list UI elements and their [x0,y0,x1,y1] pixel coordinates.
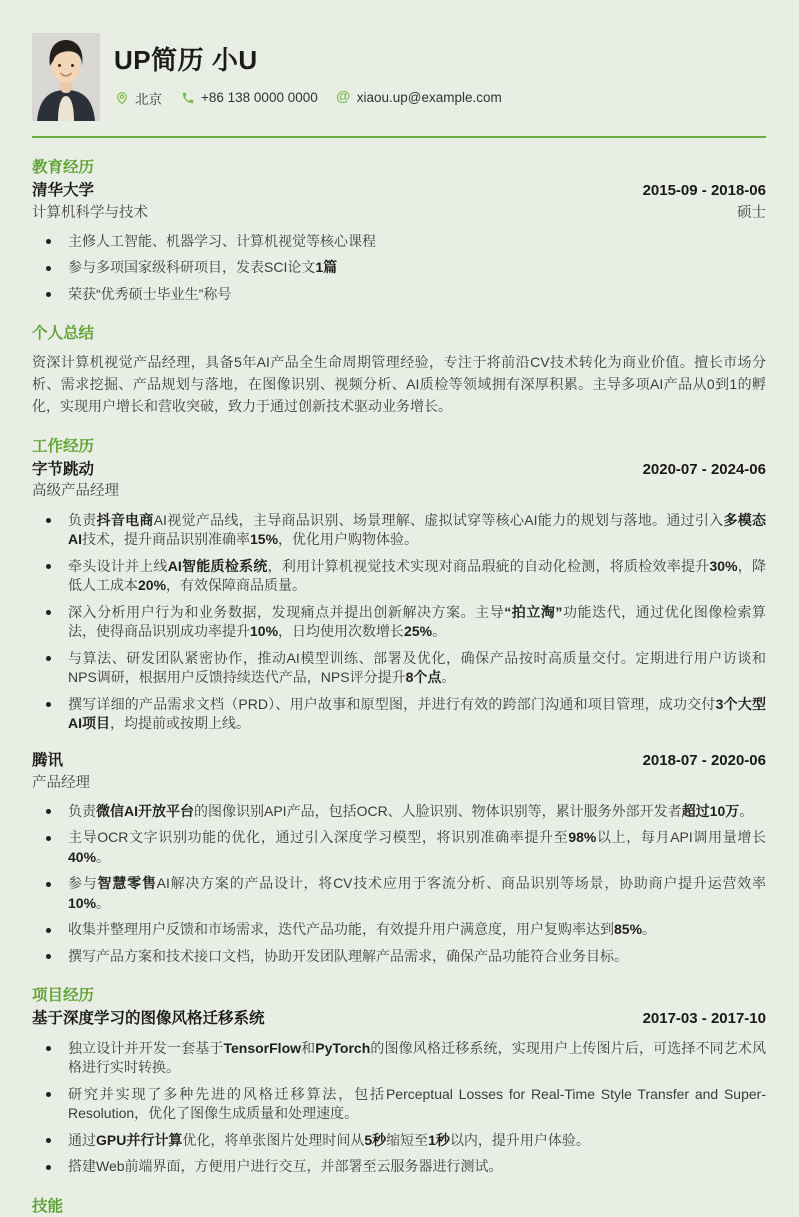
section-title: 技能 [32,1197,64,1215]
bullet-item: 荣获“优秀硕士毕业生”称号 [32,285,766,305]
section-title: 个人总结 [32,325,95,343]
entry-role: 产品经理 [32,774,90,791]
contact-label: +86 138 0000 0000 [201,90,318,106]
entry [32,181,766,305]
entry-subheader [32,203,766,223]
portrait-illustration [32,33,100,121]
bullet-item: 主修人工智能、机器学习、计算机视觉等核心课程 [32,232,766,252]
entry-header [32,460,766,481]
section-work [32,438,766,967]
bullet-item: 主导OCR文字识别功能的优化，通过引入深度学习模型，将识别准确率提升至98%以上，每月API调用量增长40%。 [32,828,766,867]
entry [32,751,766,967]
location-icon [114,90,129,105]
bullet-list [32,232,766,305]
contact-item [180,90,318,105]
entry-subheader [32,481,766,501]
entry-role: 计算机科学与技术 [32,204,148,221]
profile-photo [32,33,100,121]
entry-header [32,181,766,202]
candidate-name: UP简历 小U [114,45,258,75]
bullet-list [32,511,766,734]
sections-container [32,159,766,1217]
summary-paragraph: 资深计算机视觉产品经理，具备5年AI产品全生命周期管理经验，专注于将前沿CV技术转化为商业价值。擅长市场分析、需求挖掘、产品规划与落地，在图像识别、视频分析、AI质检等领域拥有深厚积累。主导多项AI产品从0到1的孵化，实现用户增长和营收突破，致力于通过创新技术驱动业务增长。 [32,353,766,414]
resume-header [32,33,766,121]
entry-org: 清华大学 [32,181,95,199]
bullet-item: 参与智慧零售AI解决方案的产品设计，将CV技术应用于客流分析、商品识别等场景，协助商户提升运营效率10%。 [32,874,766,913]
bullet-item: 收集并整理用户反馈和市场需求，迭代产品功能，有效提升用户满意度，用户复购率达到85%。 [32,920,766,940]
section-title: 工作经历 [32,437,95,455]
contact-item [114,88,162,108]
bullet-item: 与算法、研发团队紧密协作，推动AI模型训练、部署及优化，确保产品按时高质量交付。定期进行用户访谈和NPS调研，根据用户反馈持续迭代产品，NPS评分提升8个点。 [32,649,766,688]
section-title: 教育经历 [32,159,95,176]
bullet-item: 通过GPU并行计算优化，将单张图片处理时间从5秒缩短至1秒以内，提升用户体验。 [32,1131,766,1151]
entry-org: 字节跳动 [32,460,95,478]
bullet-item: 牵头设计并上线AI智能质检系统，利用计算机视觉技术实现对商品瑕疵的自动化检测，将质检效率提升30%，降低人工成本20%，有效保障商品质量。 [32,557,766,596]
bullet-item: 撰写详细的产品需求文档（PRD）、用户故事和原型图，并进行有效的跨部门沟通和项目管理，成功交付3个大型AI项目，均提前或按期上线。 [32,695,766,734]
section-title: 项目经历 [32,987,95,1005]
entry-header [32,1009,766,1030]
contact-label: 北京 [135,91,162,107]
section-skills [32,1198,766,1217]
section-summary [32,325,766,417]
entry-date: 2015-09 - 2018-06 [642,181,766,199]
section-projects [32,987,766,1177]
entries [32,181,766,305]
entry [32,1009,766,1177]
phone-icon [180,90,195,105]
section-education [32,159,766,304]
bullet-item: 负责微信AI开放平台的图像识别API产品，包括OCR、人脸识别、物体识别等，累计服务外部开发者超过10万。 [32,802,766,822]
entry-header [32,751,766,772]
contact-row [114,88,502,108]
contact-label: xiaou.up@example.com [356,90,502,106]
entry-date: 2018-07 - 2020-06 [642,751,766,769]
email-icon: @ [336,89,351,106]
bullet-item: 研究并实现了多种先进的风格迁移算法，包括Perceptual Losses for Real-Time Style Transfer and Super-Resolution，优化了图像生成质量和处理速度。 [32,1085,766,1124]
entry-degree: 硕士 [737,204,766,221]
entry-date: 2020-07 - 2024-06 [642,460,766,478]
entry-date: 2017-03 - 2017-10 [642,1010,766,1028]
header-divider [32,136,766,138]
bullet-item: 参与多项国家级科研项目，发表SCI论文1篇 [32,258,766,278]
bullet-item: 深入分析用户行为和业务数据，发现痛点并提出创新解决方案。主导“拍立淘”功能迭代，通过优化图像检索算法，使得商品识别成功率提升10%，日均使用次数增长25%。 [32,603,766,642]
entries [32,460,766,967]
bullet-list [32,1039,766,1177]
bullet-list [32,802,766,967]
entry-role: 高级产品经理 [32,483,119,500]
header-text [114,33,502,108]
entry-org: 腾讯 [32,751,64,769]
entry-subheader [32,773,766,793]
bullet-item: 撰写产品方案和技术接口文档，协助开发团队理解产品需求，确保产品功能符合业务目标。 [32,947,766,967]
entry [32,460,766,734]
entry-org: 基于深度学习的图像风格迁移系统 [32,1010,265,1028]
contact-item [336,90,502,105]
bullet-item: 负责抖音电商AI视觉产品线，主导商品识别、场景理解、虚拟试穿等核心AI能力的规划与落地。通过引入多模态AI技术，提升商品识别准确率15%，优化用户购物体验。 [32,511,766,550]
entries [32,1009,766,1177]
bullet-item: 独立设计并开发一套基于TensorFlow和PyTorch的图像风格迁移系统，实现用户上传图片后，可选择不同艺术风格进行实时转换。 [32,1039,766,1078]
bullet-item: 搭建Web前端界面，方便用户进行交互，并部署至云服务器进行测试。 [32,1157,766,1177]
